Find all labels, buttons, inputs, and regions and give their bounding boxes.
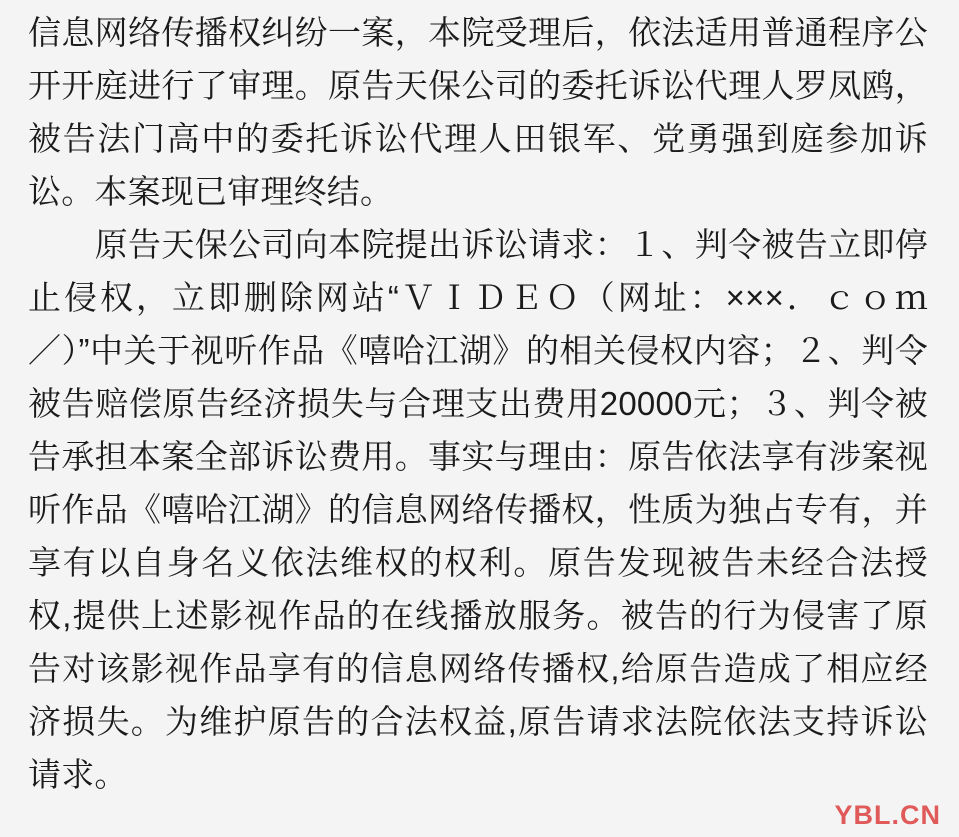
paragraph-plaintiff-claims: 原告天保公司向本院提出诉讼请求：１、判令被告立即停止侵权，立即删除网站“ＶＩＤＥＯ（网址：×××．ｃｏｍ／）”中关于视听作品《嘻哈江湖》的相关侵权内容；２、判令被告赔偿原告经济损失与合理支出费用20000元；３、判令被告承担本案全部诉讼费用。事实与理由：原告依法享有涉案视听作品《嘻哈江湖》的信息网络传播权，性质为独占专有，并享有以自身名义依法维权的权利。原告发现被告未经合法授权,提供上述影视作品的在线播放服务。被告的行为侵害了原告对该影视作品享有的信息网络传播权,给原告造成了相应经济损失。为维护原告的合法权益,原告请求法院依法支持诉讼请求。: [28, 226, 928, 793]
site-watermark: YBL.CN: [834, 800, 941, 830]
document-text-body: [28, 6, 928, 801]
paragraph-case-acceptance: 信息网络传播权纠纷一案，本院受理后，依法适用普通程序公开开庭进行了审理。原告天保公司的委托诉讼代理人罗凤鸥，被告法门高中的委托诉讼代理人田银军、党勇强到庭参加诉讼。本案现已审理终结。: [28, 14, 928, 210]
